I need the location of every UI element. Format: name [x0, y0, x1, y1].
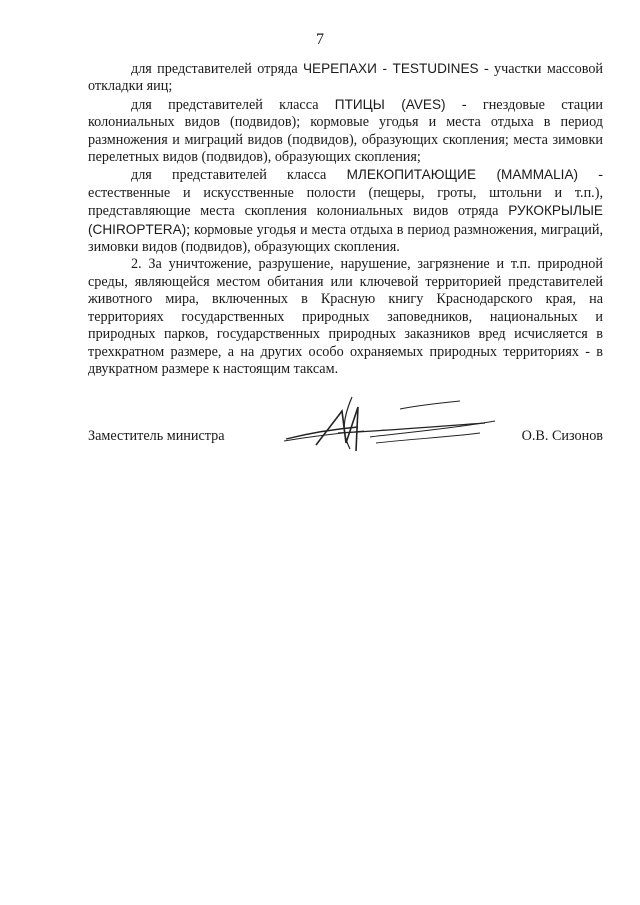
- paragraph-turtles: [88, 60, 603, 96]
- taxon-name: ПТИЦЫ (AVES): [334, 96, 446, 112]
- taxon-name: ЧЕРЕПАХИ - TESTUDINES: [302, 61, 479, 76]
- text-run: ; кормовые угодья и места отдыха в период размножения, миграций, зимовки видов (подвидов), образующих скопления.: [88, 221, 603, 256]
- handwritten-signature: [280, 393, 510, 463]
- text-run: для представителей отряда: [131, 61, 303, 77]
- paragraph-damage: [88, 256, 603, 378]
- text-run: - гнездовые стации колониальных видов (подвидов); кормовые угодья и места отдыха в период размножения и миграций видов (подвидов), образующих скопления; места зимовки перелетных видов (подвидов), образующих скопления;: [88, 96, 604, 166]
- signature-block: [88, 405, 603, 465]
- signer-title: Заместитель министра: [88, 428, 225, 444]
- document-body: [88, 60, 603, 378]
- paragraph-mammals: [88, 166, 603, 256]
- paragraph-birds: [88, 96, 603, 167]
- text-run: 2. За уничтожение, разрушение, нарушение, загрязнение и т.п. природной среды, являющейся местом обитания или ключевой территорией представителей животного мира, включенных в Красную книгу Краснодарского края, на территориях государственных природных заповедников, национальных и природных парков, государственных природных заказников вред исчисляется в трехкратном размере, а на других особо охраняемых природных территориях - в двукратном размере к настоящим таксам.: [88, 256, 603, 377]
- taxon-name: МЛЕКОПИТАЮЩИЕ (MAMMALIA): [346, 167, 579, 183]
- page-number: 7: [316, 31, 324, 48]
- signer-name: О.В. Сизонов: [521, 428, 603, 444]
- text-run: - участки массовой откладки яиц;: [88, 61, 604, 95]
- text-run: - естественные и искусственные полости (пещеры, гроты, штольни и т.п.), представляющие места скопления колониальных видов отряда: [88, 167, 603, 220]
- text-run: для представителей класса: [131, 96, 335, 113]
- taxon-name: РУКОКРЫЛЫЕ (CHIROPTERA): [88, 203, 603, 237]
- text-run: для представителей класса: [131, 167, 347, 184]
